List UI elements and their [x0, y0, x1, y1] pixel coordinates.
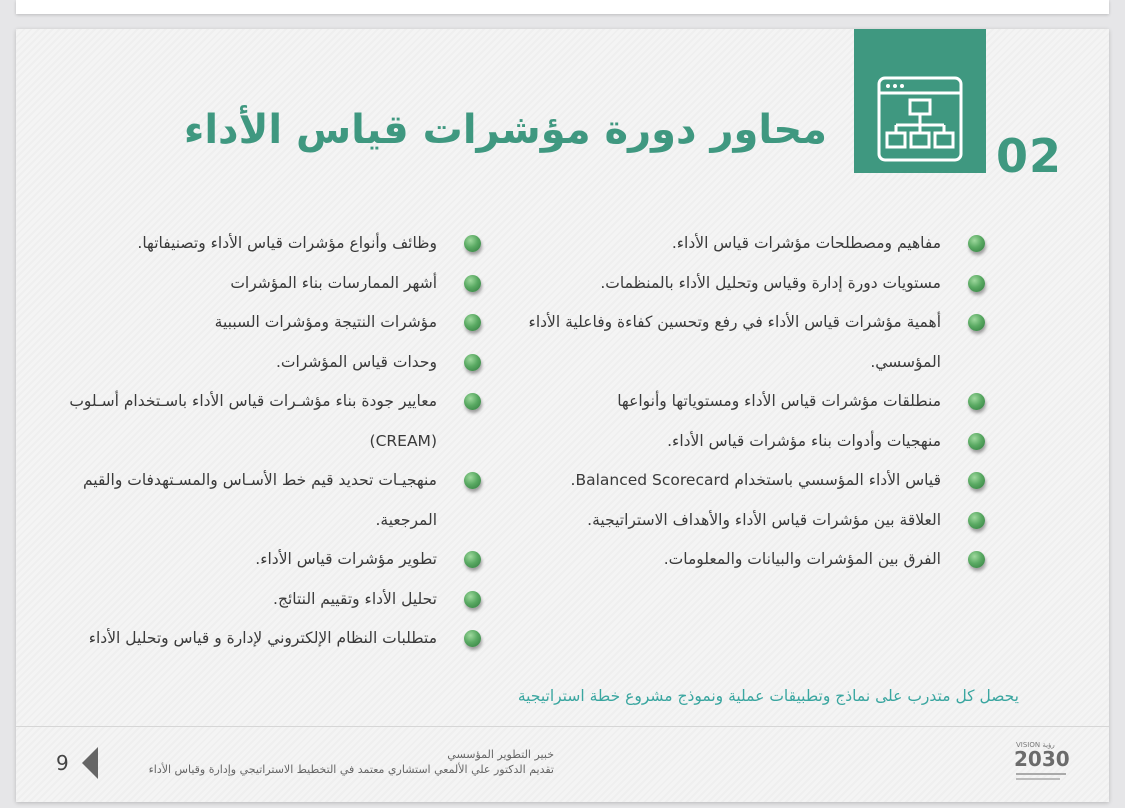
footer-credits — [114, 747, 554, 777]
footer-line-1: خبير التطوير المؤسسي — [447, 748, 554, 761]
bullet-icon — [464, 630, 481, 647]
previous-page-edge — [16, 0, 1109, 14]
list-item-text: متطلبات النظام الإلكتروني لإدارة و قياس وتحليل الأداء — [88, 629, 437, 647]
list-item — [505, 540, 985, 580]
list-item — [505, 461, 985, 501]
list-item — [505, 264, 985, 304]
list-item — [41, 264, 481, 304]
previous-arrow-icon[interactable] — [82, 747, 98, 779]
highlight-note: يحصل كل متدرب على نماذج وتطبيقات عملية ونموذج مشروع خطة استراتيجية — [517, 687, 1019, 705]
list-item — [505, 303, 985, 382]
list-item-text: منهجيـات تحديد قيم خط الأسـاس والمسـتهدفات والقيم المرجعية. — [82, 471, 437, 529]
vision-2030-logo — [1014, 741, 1074, 785]
bullet-icon — [464, 235, 481, 252]
header-icon-box — [854, 29, 986, 173]
list-item-text: الفرق بين المؤشرات والبيانات والمعلومات. — [663, 550, 941, 568]
list-item-text: مستويات دورة إدارة وقياس وتحليل الأداء بالمنظمات. — [600, 273, 941, 292]
topics-right-column — [505, 224, 985, 580]
list-item-text: قياس الأداء المؤسسي باستخدام Balanced Scorecard. — [570, 471, 941, 489]
list-item — [41, 540, 481, 580]
bullet-icon — [968, 551, 985, 568]
bullet-icon — [968, 433, 985, 450]
list-item-text: تحليل الأداء وتقييم النتائج. — [273, 589, 437, 608]
bullet-icon — [464, 472, 481, 489]
bullet-icon — [464, 354, 481, 371]
list-item — [505, 224, 985, 264]
list-item-text: مؤشرات النتيجة ومؤشرات السببية — [214, 313, 437, 331]
list-item-text: أهمية مؤشرات قياس الأداء في رفع وتحسين كفاءة وفاعلية الأداء المؤسسي. — [528, 313, 941, 371]
list-item-text: وظائف وأنواع مؤشرات قياس الأداء وتصنيفاتها. — [137, 234, 437, 252]
logo-big-text: 2030 — [1014, 747, 1070, 771]
logo-underline — [1016, 773, 1066, 775]
sitemap-icon — [876, 75, 964, 163]
bullet-icon — [968, 512, 985, 529]
list-item — [41, 461, 481, 540]
slide-page — [16, 29, 1109, 802]
bullet-icon — [968, 235, 985, 252]
bullet-icon — [464, 393, 481, 410]
bullet-icon — [464, 591, 481, 608]
bullet-icon — [968, 393, 985, 410]
list-item-text: العلاقة بين مؤشرات قياس الأداء والأهداف الاستراتيجية. — [587, 510, 941, 529]
list-item — [41, 343, 481, 383]
list-item-text: تطوير مؤشرات قياس الأداء. — [255, 550, 437, 568]
bullet-icon — [464, 314, 481, 331]
footer-divider — [16, 726, 1109, 727]
bullet-icon — [464, 275, 481, 292]
bullet-icon — [464, 551, 481, 568]
list-item-text: مفاهيم ومصطلحات مؤشرات قياس الأداء. — [671, 234, 941, 252]
list-item — [41, 382, 481, 461]
list-item-text: أشهر الممارسات بناء المؤشرات — [230, 273, 437, 292]
section-title: محاور دورة مؤشرات قياس الأداء — [183, 107, 827, 153]
footer-line-2: تقديم الدكتور علي الألمعي استشاري معتمد في التخطيط الاستراتيجي وإدارة وقياس الأداء — [148, 763, 554, 776]
bullet-icon — [968, 314, 985, 331]
topics-left-column — [41, 224, 481, 659]
logo-underline-2 — [1016, 778, 1060, 780]
list-item-text: وحدات قياس المؤشرات. — [275, 352, 437, 371]
bullet-icon — [968, 472, 985, 489]
list-item — [41, 224, 481, 264]
list-item-text: معايير جودة بناء مؤشـرات قياس الأداء باسـتخدام أسـلوب (CREAM) — [69, 392, 437, 450]
logo-small-text: VISION رؤية — [1016, 741, 1055, 749]
list-item — [41, 303, 481, 343]
bullet-icon — [968, 275, 985, 292]
section-number: 02 — [996, 129, 1063, 183]
list-item — [41, 580, 481, 620]
list-item — [505, 382, 985, 422]
list-item — [505, 501, 985, 541]
list-item — [41, 619, 481, 659]
list-item-text: منطلقات مؤشرات قياس الأداء ومستوياتها وأنواعها — [617, 392, 941, 410]
list-item-text: منهجيات وأدوات بناء مؤشرات قياس الأداء. — [667, 431, 941, 450]
list-item — [505, 422, 985, 462]
page-number: 9 — [56, 751, 69, 775]
